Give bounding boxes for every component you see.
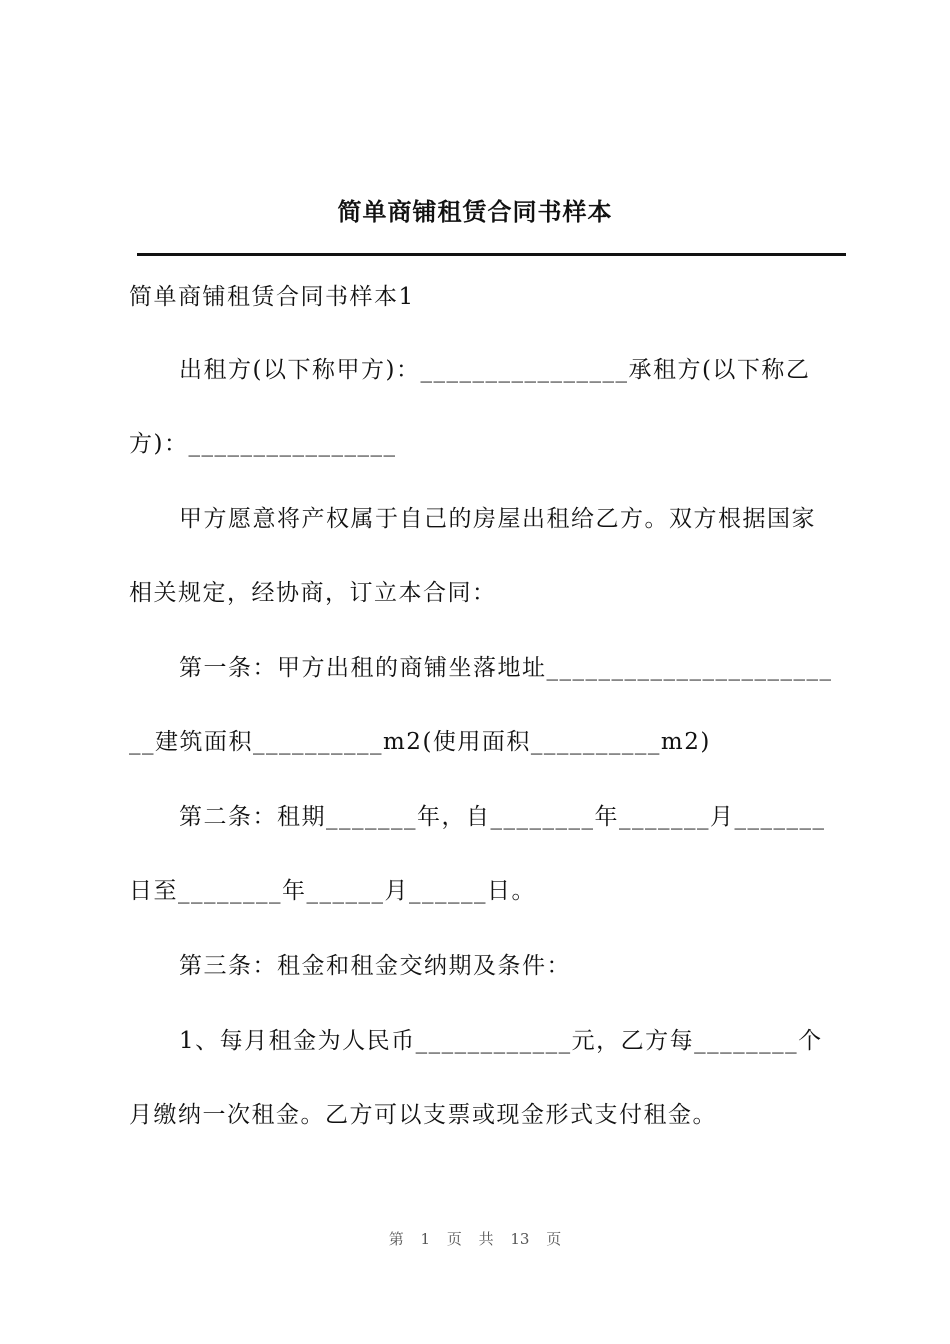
title-underline bbox=[137, 253, 846, 256]
paragraph-line: 1、每月租金为人民币____________元，乙方每________个 bbox=[179, 1028, 823, 1054]
document-title: 简单商铺租赁合同书样本 bbox=[337, 197, 613, 226]
paragraph-line: 方)：________________ bbox=[129, 431, 397, 457]
paragraph-line: 第一条：甲方出租的商铺坐落地址______________________ bbox=[179, 655, 833, 681]
paragraph-line: 相关规定，经协商，订立本合同： bbox=[129, 580, 497, 606]
paragraph-line: __建筑面积__________m2(使用面积__________m2) bbox=[129, 729, 711, 755]
paragraph-line: 甲方愿意将产权属于自己的房屋出租给乙方。双方根据国家 bbox=[179, 506, 816, 532]
section-heading: 简单商铺租赁合同书样本1 bbox=[129, 284, 415, 310]
paragraph-line: 月缴纳一次租金。乙方可以支票或现金形式支付租金。 bbox=[129, 1102, 717, 1128]
page-footer: 第 1 页 共 13 页 bbox=[388, 1230, 562, 1248]
paragraph-line: 日至________年______月______日。 bbox=[129, 878, 536, 904]
paragraph-line: 第三条：租金和租金交纳期及条件： bbox=[179, 953, 571, 979]
paragraph-line: 第二条：租期_______年，自________年_______月_______ bbox=[179, 804, 826, 830]
paragraph-line: 出租方(以下称甲方)：________________承租方(以下称乙 bbox=[179, 357, 811, 383]
